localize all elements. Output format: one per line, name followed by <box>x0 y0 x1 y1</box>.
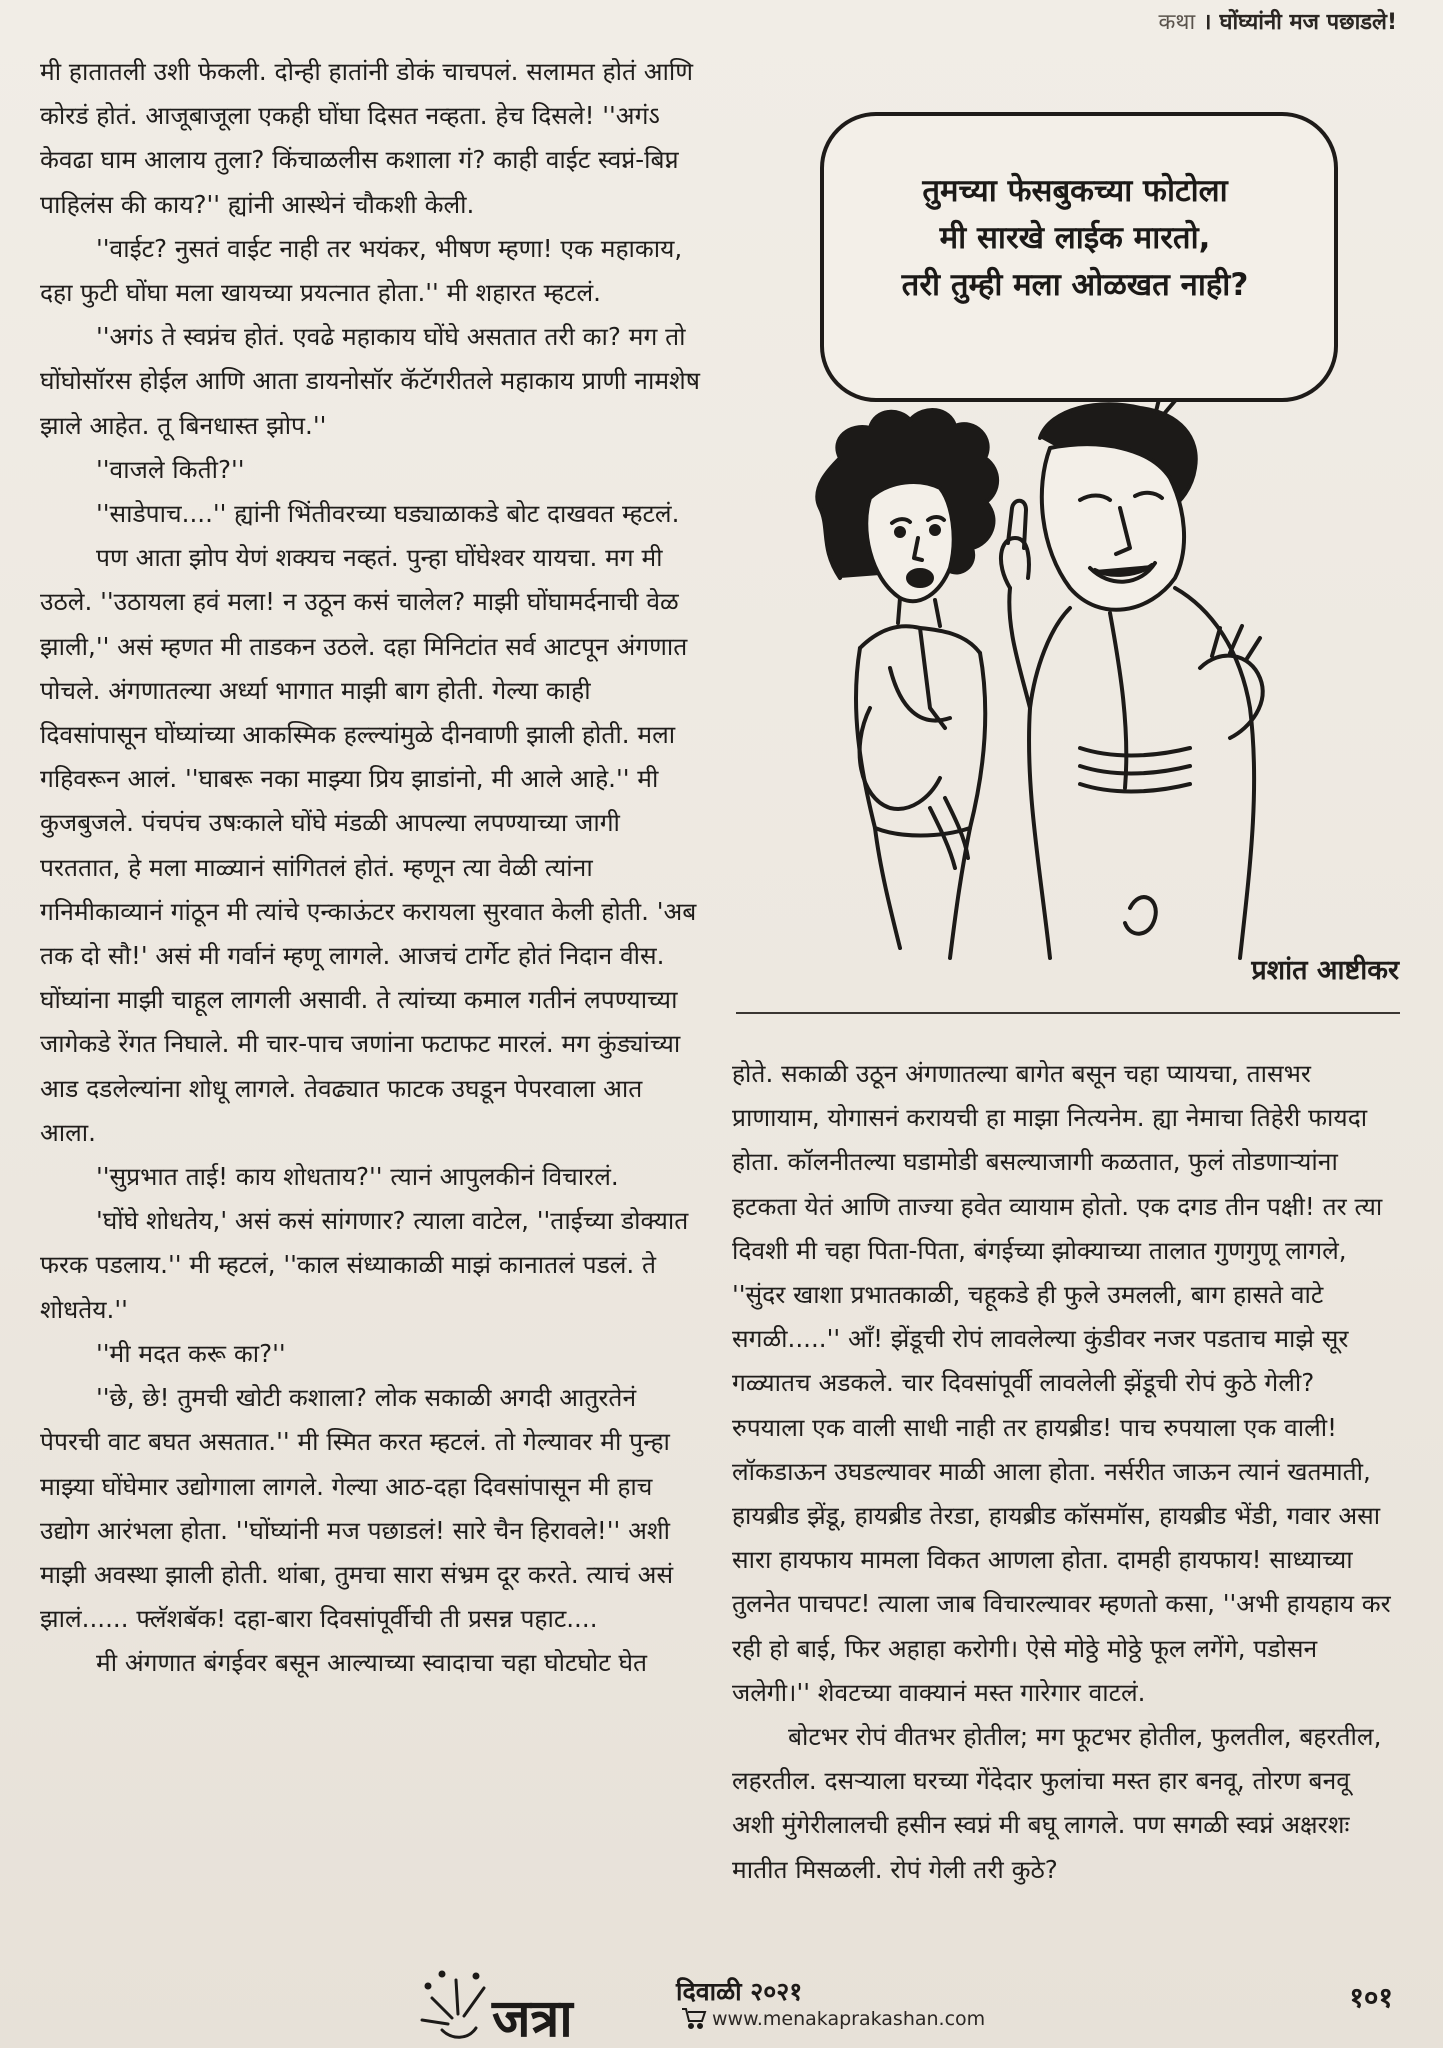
paragraph: मी हातातली उशी फेकली. दोन्ही हातांनी डोकं चाचपलं. सलामत होतं आणि कोरडं होतं. आजूबाजूला एकही घोंघा दिसत नव्हता. हेच दिसले! ''अगंऽ केवढा घाम आलाय तुला? किंचाळलीस कशाला गं? काही वाईट स्वप्नं-बिप्न पाहिलंस की काय?'' ह्यांनी आस्थेनं चौकशी केली. <box>40 57 694 219</box>
paragraph: होते. सकाळी उठून अंगणातल्या बागेत बसून चहा प्यायचा, तासभर प्राणायाम, योगासनं करायची हा माझा नित्यनेम. ह्या नेमाचा तिहेरी फायदा होता. कॉलनीतल्या घडामोडी बसल्याजागी कळतात, फुलं तोडणाऱ्यांना हटकता येतं आणि ताज्या हवेत व्यायाम होतो. एक दगड तीन पक्षी! तर त्या दिवशी मी चहा पिता-पिता, बंगईच्या झोक्याच्या तालात गुणगुणू लागले, ''सुंदर खाशा प्रभातकाळी, चहूकडे ही फुले उमलली, बाग हासते वाटे सगळी.....'' आँ! झेंडूची रोपं लावलेल्या कुंडीवर नजर पडताच माझे सूर गळ्यातच अडकले. चार दिवसांपूर्वी लावलेली झेंडूची रोपं कुठे गेली? रुपयाला एक वाली साधी नाही तर हायब्रीड! पाच रुपयाला एक वाली! लॉकडाऊन उघडल्यावर माळी आला होता. नर्सरीत जाऊन त्यानं खतमाती, हायब्रीड झेंडू, हायब्रीड तेरडा, हायब्रीड कॉसमॉस, हायब्रीड भेंडी, गवार असा सारा हायफाय मामला विकत आणला होता. दामही हायफाय! साध्याच्या तुलनेत पाचपट! त्याला जाब विचारल्यावर म्हणतो कसा, ''अभी हायहाय कर रही हो बाई, फिर अहाहा करोगी। ऐसे मोठ्ठे मोठ्ठे फूल लगेंगे, पडोसन जलेगी।'' शेवटच्या वाक्यानं मस्त गारेगार वाटलं. <box>732 1059 1391 1707</box>
left-column <box>40 50 702 1686</box>
header-separator: । <box>1203 10 1212 35</box>
paragraph: ''सुप्रभात ताई! काय शोधताय?'' त्यानं आपुलकीनं विचारलं. <box>96 1162 619 1192</box>
logo-text: जत्रा <box>492 1989 573 2048</box>
page-number: १०१ <box>1349 1981 1393 2014</box>
section-divider <box>736 1012 1400 1014</box>
paragraph: मी अंगणात बंगईवर बसून आल्याच्या स्वादाचा चहा घोटघोट घेत <box>96 1648 648 1678</box>
paragraph: बोटभर रोपं वीतभर होतील; मग फूटभर होतील, फुलतील, बहरतील, लहरतील. दसऱ्याला घरच्या गेंदेदार फुलांचा मस्त हार बनवू, तोरण बनवू अशी मुंगेरीलालची हसीन स्वप्नं मी बघू लागले. पण सगळी स्वप्नं अक्षरशः मातीत मिसळली. रोपं गेली तरी कुठे? <box>732 1722 1382 1884</box>
speech-line: तुमच्या फेसबुकच्या फोटोला <box>922 173 1228 209</box>
header-title: घोंघ्यांनी मज पछाडले! <box>1219 10 1397 35</box>
page-header <box>1158 6 1397 36</box>
paragraph: पण आता झोप येणं शक्यच नव्हतं. पुन्हा घोंघेश्वर यायचा. मग मी उठले. ''उठायला हवं मला! न उठून कसं चालेल? माझी घोंघामर्दनाची वेळ झाली,'' असं म्हणत मी ताडकन उठले. दहा मिनिटांत सर्व आटपून अंगणात पोचले. अंगणातल्या अर्ध्या भागात माझी बाग होती. गेल्या काही दिवसांपासून घोंघ्यांच्या आकस्मिक हल्ल्यांमुळे दीनवाणी झाली होती. मला गहिवरून आलं. ''घाबरू नका माझ्या प्रिय झाडांनो, मी आले आहे.'' मी कुजबुजले. पंचपंच उषःकाले घोंघे मंडळी आपल्या लपण्याच्या जागी परततात, हे मला माळ्यानं सांगितलं होतं. म्हणून त्या वेळी त्यांना गनिमीकाव्यानं गांठून मी त्यांचे एन्काऊंटर करायला सुरवात केली होती. 'अब तक दो सौ!' असं मी गर्वानं म्हणू लागले. आजचं टार्गेट होतं निदान वीस. घोंघ्यांना माझी चाहूल लागली असावी. ते त्यांच्या कमाल गतीनं लपण्याच्या जागेकडे रेंगत निघाले. मी चार-पाच जणांना फटाफट मारलं. मग कुंड्यांच्या आड दडलेल्यांना शोधू लागले. तेवढ्यात फाटक उघडून पेपरवाला आत आला. <box>40 543 697 1147</box>
paragraph: ''वाजले किती?'' <box>96 454 245 484</box>
cart-icon <box>680 2006 708 2030</box>
paragraph: 'घोंघे शोधतेय,' असं कसं सांगणार? त्याला वाटेल, ''ताईच्या डोक्यात फरक पडलाय.'' मी म्हटलं, ''काल संध्याकाळी माझं कानातलं पडलं. ते शोधतेय.'' <box>40 1206 689 1324</box>
sparkle-burst-icon <box>422 1972 484 2037</box>
header-category: कथा <box>1158 10 1196 35</box>
paragraph: ''मी मदत करू का?'' <box>96 1338 286 1368</box>
edition-label: दिवाळी २०२१ <box>676 1977 803 2006</box>
speech-line: मी सारखे लाईक मारतो, <box>939 220 1211 256</box>
speech-bubble-text <box>850 168 1300 309</box>
speech-line: तरी तुम्ही मला ओळखत नाही? <box>901 267 1249 303</box>
paragraph: ''साडेपाच....'' ह्यांनी भिंतीवरच्या घड्याळाकडे बोट दाखवत म्हटलं. <box>96 499 680 529</box>
right-column <box>732 1052 1394 1892</box>
paragraph: ''वाईट? नुसतं वाईट नाही तर भयंकर, भीषण म्हणा! एक महाकाय, दहा फुटी घोंघा मला खायच्या प्रयत्नात होता.'' मी शहारत म्हटलं. <box>40 233 683 308</box>
paragraph: ''छे, छे! तुमची खोटी कशाला? लोक सकाळी अगदी आतुरतेनं पेपरची वाट बघत असतात.'' मी स्मित करत म्हटलं. तो गेल्यावर मी पुन्हा माझ्या घोंघेमार उद्योगाला लागले. गेल्या आठ-दहा दिवसांपासून मी हाच उद्योग आरंभला होता. ''घोंघ्यांनी मज पछाडलं! सारे चैन हिरावले!'' अशी माझी अवस्था झाली होती. थांबा, तुमचा सारा संभ्रम दूर करते. त्याचं असं झालं...... फ्लॅशबॅक! दहा-बारा दिवसांपूर्वीची ती प्रसन्न पहाट.... <box>40 1383 674 1634</box>
paragraph: ''अगंऽ ते स्वप्नंच होतं. एवढे महाकाय घोंघे असतात तरी का? मग तो घोंघोसॉरस होईल आणि आता डायनोसॉर कॅटॅगरीतले महाकाय प्राणी नामशेष झाले आहेत. तू बिनधास्त झोप.'' <box>40 322 700 440</box>
website-link[interactable]: www.menakaprakashan.com <box>712 2008 986 2030</box>
magazine-logo <box>412 1958 652 2048</box>
cartoonist-credit: प्रशांत आष्टीकर <box>1251 955 1399 986</box>
